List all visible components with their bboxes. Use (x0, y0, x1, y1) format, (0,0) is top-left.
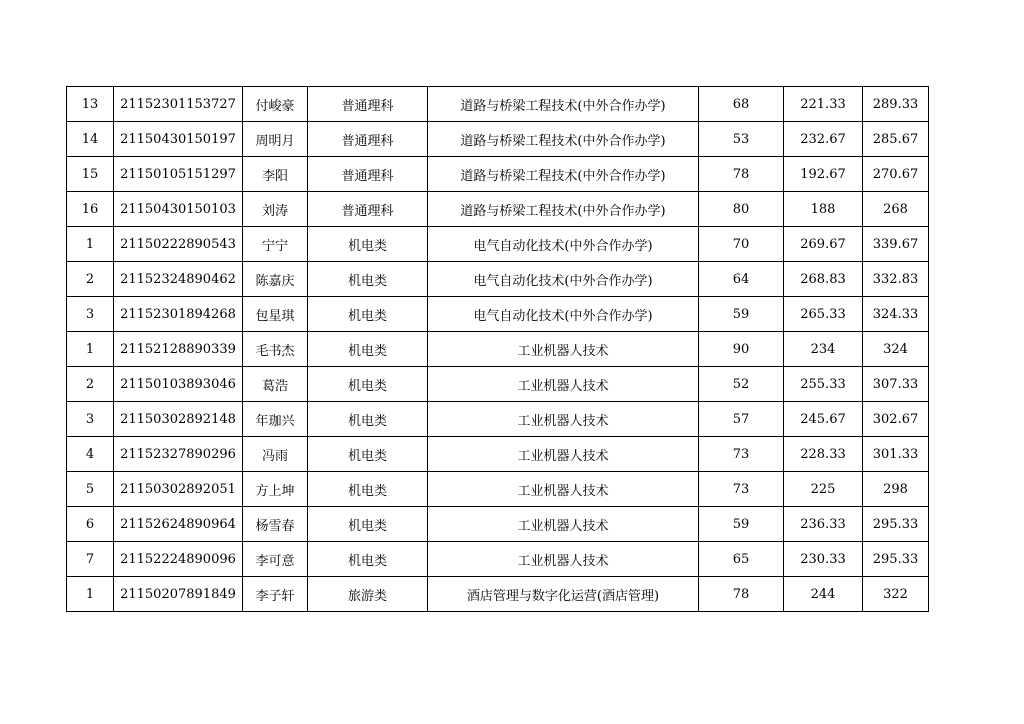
row-index-cell: 7 (67, 542, 114, 577)
total-score-cell: 270.67 (863, 157, 929, 192)
total-score-cell: 295.33 (863, 542, 929, 577)
total-score-cell: 332.83 (863, 262, 929, 297)
score-a-cell: 90 (699, 332, 784, 367)
student-name-cell: 李可意 (243, 542, 308, 577)
total-score-cell: 307.33 (863, 367, 929, 402)
major-cell: 酒店管理与数字化运营(酒店管理) (428, 577, 699, 612)
row-index-cell: 6 (67, 507, 114, 542)
category-cell: 机电类 (308, 437, 428, 472)
major-cell: 道路与桥梁工程技术(中外合作办学) (428, 157, 699, 192)
exam-id-cell: 21152301894268 (114, 297, 243, 332)
major-cell: 道路与桥梁工程技术(中外合作办学) (428, 192, 699, 227)
score-b-cell: 269.67 (784, 227, 863, 262)
total-score-cell: 324 (863, 332, 929, 367)
table-row (67, 262, 929, 297)
major-cell: 工业机器人技术 (428, 367, 699, 402)
category-cell: 旅游类 (308, 577, 428, 612)
table-row (67, 332, 929, 367)
major-cell: 电气自动化技术(中外合作办学) (428, 227, 699, 262)
category-cell: 机电类 (308, 262, 428, 297)
total-score-cell: 302.67 (863, 402, 929, 437)
total-score-cell: 295.33 (863, 507, 929, 542)
score-a-cell: 64 (699, 262, 784, 297)
category-cell: 机电类 (308, 507, 428, 542)
table-row (67, 192, 929, 227)
category-cell: 机电类 (308, 542, 428, 577)
score-b-cell: 221.33 (784, 87, 863, 122)
category-cell: 机电类 (308, 227, 428, 262)
student-name-cell: 付峻豪 (243, 87, 308, 122)
score-b-cell: 255.33 (784, 367, 863, 402)
major-cell: 工业机器人技术 (428, 332, 699, 367)
student-name-cell: 李子轩 (243, 577, 308, 612)
exam-id-cell: 21150430150197 (114, 122, 243, 157)
table-row (67, 402, 929, 437)
exam-id-cell: 21152301153727 (114, 87, 243, 122)
student-name-cell: 方上坤 (243, 472, 308, 507)
major-cell: 电气自动化技术(中外合作办学) (428, 262, 699, 297)
exam-id-cell: 21152224890096 (114, 542, 243, 577)
exam-id-cell: 21150302892051 (114, 472, 243, 507)
row-index-cell: 3 (67, 297, 114, 332)
student-name-cell: 冯雨 (243, 437, 308, 472)
category-cell: 普通理科 (308, 122, 428, 157)
major-cell: 道路与桥梁工程技术(中外合作办学) (428, 122, 699, 157)
table-row (67, 507, 929, 542)
score-a-cell: 80 (699, 192, 784, 227)
student-name-cell: 宁宁 (243, 227, 308, 262)
score-b-cell: 265.33 (784, 297, 863, 332)
major-cell: 道路与桥梁工程技术(中外合作办学) (428, 87, 699, 122)
row-index-cell: 13 (67, 87, 114, 122)
score-b-cell: 244 (784, 577, 863, 612)
major-cell: 工业机器人技术 (428, 542, 699, 577)
row-index-cell: 1 (67, 332, 114, 367)
score-b-cell: 232.67 (784, 122, 863, 157)
table-row (67, 542, 929, 577)
score-a-cell: 70 (699, 227, 784, 262)
score-a-cell: 73 (699, 437, 784, 472)
row-index-cell: 1 (67, 577, 114, 612)
score-b-cell: 225 (784, 472, 863, 507)
total-score-cell: 324.33 (863, 297, 929, 332)
table-row (67, 122, 929, 157)
major-cell: 工业机器人技术 (428, 507, 699, 542)
table-row (67, 87, 929, 122)
student-name-cell: 包星琪 (243, 297, 308, 332)
total-score-cell: 298 (863, 472, 929, 507)
category-cell: 机电类 (308, 402, 428, 437)
exam-id-cell: 21150430150103 (114, 192, 243, 227)
row-index-cell: 4 (67, 437, 114, 472)
exam-id-cell: 21150105151297 (114, 157, 243, 192)
total-score-cell: 301.33 (863, 437, 929, 472)
exam-id-cell: 21150302892148 (114, 402, 243, 437)
score-a-cell: 68 (699, 87, 784, 122)
total-score-cell: 322 (863, 577, 929, 612)
score-b-cell: 188 (784, 192, 863, 227)
major-cell: 电气自动化技术(中外合作办学) (428, 297, 699, 332)
table-body (67, 87, 929, 612)
table-row (67, 577, 929, 612)
table-row (67, 297, 929, 332)
row-index-cell: 2 (67, 262, 114, 297)
score-b-cell: 192.67 (784, 157, 863, 192)
exam-id-cell: 21152128890339 (114, 332, 243, 367)
score-b-cell: 228.33 (784, 437, 863, 472)
major-cell: 工业机器人技术 (428, 437, 699, 472)
score-b-cell: 245.67 (784, 402, 863, 437)
exam-id-cell: 21150222890543 (114, 227, 243, 262)
category-cell: 机电类 (308, 472, 428, 507)
student-name-cell: 葛浩 (243, 367, 308, 402)
category-cell: 机电类 (308, 332, 428, 367)
category-cell: 普通理科 (308, 192, 428, 227)
student-name-cell: 杨雪春 (243, 507, 308, 542)
score-a-cell: 59 (699, 507, 784, 542)
score-a-cell: 65 (699, 542, 784, 577)
score-b-cell: 236.33 (784, 507, 863, 542)
category-cell: 普通理科 (308, 157, 428, 192)
total-score-cell: 339.67 (863, 227, 929, 262)
table-row (67, 472, 929, 507)
category-cell: 机电类 (308, 297, 428, 332)
table-row (67, 437, 929, 472)
exam-id-cell: 21150103893046 (114, 367, 243, 402)
row-index-cell: 2 (67, 367, 114, 402)
row-index-cell: 1 (67, 227, 114, 262)
score-a-cell: 57 (699, 402, 784, 437)
major-cell: 工业机器人技术 (428, 402, 699, 437)
student-name-cell: 刘涛 (243, 192, 308, 227)
exam-id-cell: 21152624890964 (114, 507, 243, 542)
score-b-cell: 230.33 (784, 542, 863, 577)
total-score-cell: 285.67 (863, 122, 929, 157)
score-b-cell: 268.83 (784, 262, 863, 297)
student-name-cell: 陈嘉庆 (243, 262, 308, 297)
score-a-cell: 53 (699, 122, 784, 157)
major-cell: 工业机器人技术 (428, 472, 699, 507)
table-row (67, 367, 929, 402)
exam-id-cell: 21152324890462 (114, 262, 243, 297)
row-index-cell: 3 (67, 402, 114, 437)
score-a-cell: 59 (699, 297, 784, 332)
score-table (66, 86, 929, 612)
score-a-cell: 78 (699, 157, 784, 192)
exam-id-cell: 21150207891849 (114, 577, 243, 612)
row-index-cell: 16 (67, 192, 114, 227)
score-b-cell: 234 (784, 332, 863, 367)
category-cell: 机电类 (308, 367, 428, 402)
student-name-cell: 毛书杰 (243, 332, 308, 367)
student-name-cell: 周明月 (243, 122, 308, 157)
table-row (67, 227, 929, 262)
student-name-cell: 李阳 (243, 157, 308, 192)
row-index-cell: 15 (67, 157, 114, 192)
total-score-cell: 268 (863, 192, 929, 227)
table-row (67, 157, 929, 192)
score-a-cell: 73 (699, 472, 784, 507)
category-cell: 普通理科 (308, 87, 428, 122)
student-name-cell: 年珈兴 (243, 402, 308, 437)
row-index-cell: 5 (67, 472, 114, 507)
score-a-cell: 52 (699, 367, 784, 402)
score-a-cell: 78 (699, 577, 784, 612)
exam-id-cell: 21152327890296 (114, 437, 243, 472)
row-index-cell: 14 (67, 122, 114, 157)
total-score-cell: 289.33 (863, 87, 929, 122)
